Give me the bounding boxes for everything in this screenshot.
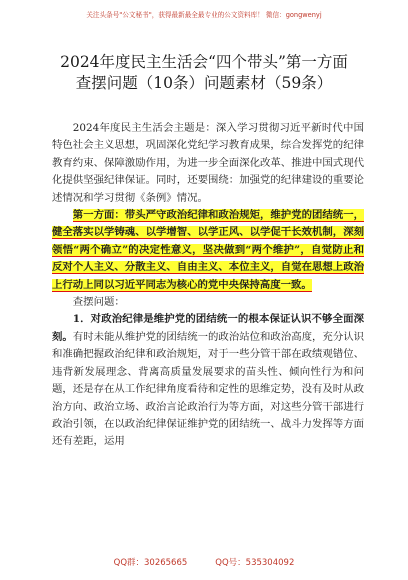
highlight-paragraph	[52, 207, 364, 294]
header-banner-text: 关注头条号"公文秘书"，获得最新最全最专业的公文资料库！ 微信：gongwenyj	[86, 11, 322, 19]
footer-qq: QQ号：535304092	[215, 558, 295, 568]
item-1-paragraph	[52, 311, 364, 450]
header-banner	[0, 0, 408, 28]
document-body	[52, 120, 364, 451]
footer-qq-group: QQ群：30265665	[113, 558, 188, 568]
item-1-body: 有时未能从维护党的团结统一的政治站位和政治高度，充分认识和准确把握政治纪律和政治规矩，对于一些分管干部在政绩观错位、违背新发展理念、背离高质量发展要求的苗头性、倾向性行为和问题，还是存在从工作纪律角度看待和定性的思维定势，没有及时从政治方向、政治立场、政治言论政治行为等方面，对这些分管干部进行政治引领，在以政治纪律保证维护党的团结统一、战斗力发挥等方面还有差距，运用	[52, 330, 365, 448]
item-1-heading: 1．对政治纪律是维护党的团结统一的根本保证认识不够全面深刻。	[52, 313, 364, 343]
title-line-1: 2024年度民主生活会“四个带头”第一方面	[60, 53, 348, 71]
footer	[0, 556, 408, 576]
title-line-2: 查摆问题（10条）问题素材（59条）	[75, 74, 333, 92]
highlighted-text: 第一方面：带头严守政治纪律和政治规矩，维护党的团结统一，健全落实以学铸魂、以学增智、以学正风、以学促干长效机制，深刻领悟“两个确立”的决定性意义，坚决做到“两个维护”，自觉防止和反对个人主义、分散主义、自由主义、本位主义，自觉在思想上政治上行动上同以习近平同志为核心的党中央保持高度一致。	[52, 209, 364, 291]
section-label: 查摆问题：	[72, 296, 125, 309]
document-title	[20, 52, 388, 94]
intro-paragraph: 2024年度民主生活会主题是：深入学习贯彻习近平新时代中国特色社会主义思想，巩固深化党纪学习教育成果，综合发挥党的纪律教育约束、保障激励作用，为进一步全面深化改革、推进中国式现代化提供坚强纪律保证。同时，还要围绕：加强党的纪律建设的重要论述情况和学习贯彻《条例》情况。	[52, 122, 364, 204]
